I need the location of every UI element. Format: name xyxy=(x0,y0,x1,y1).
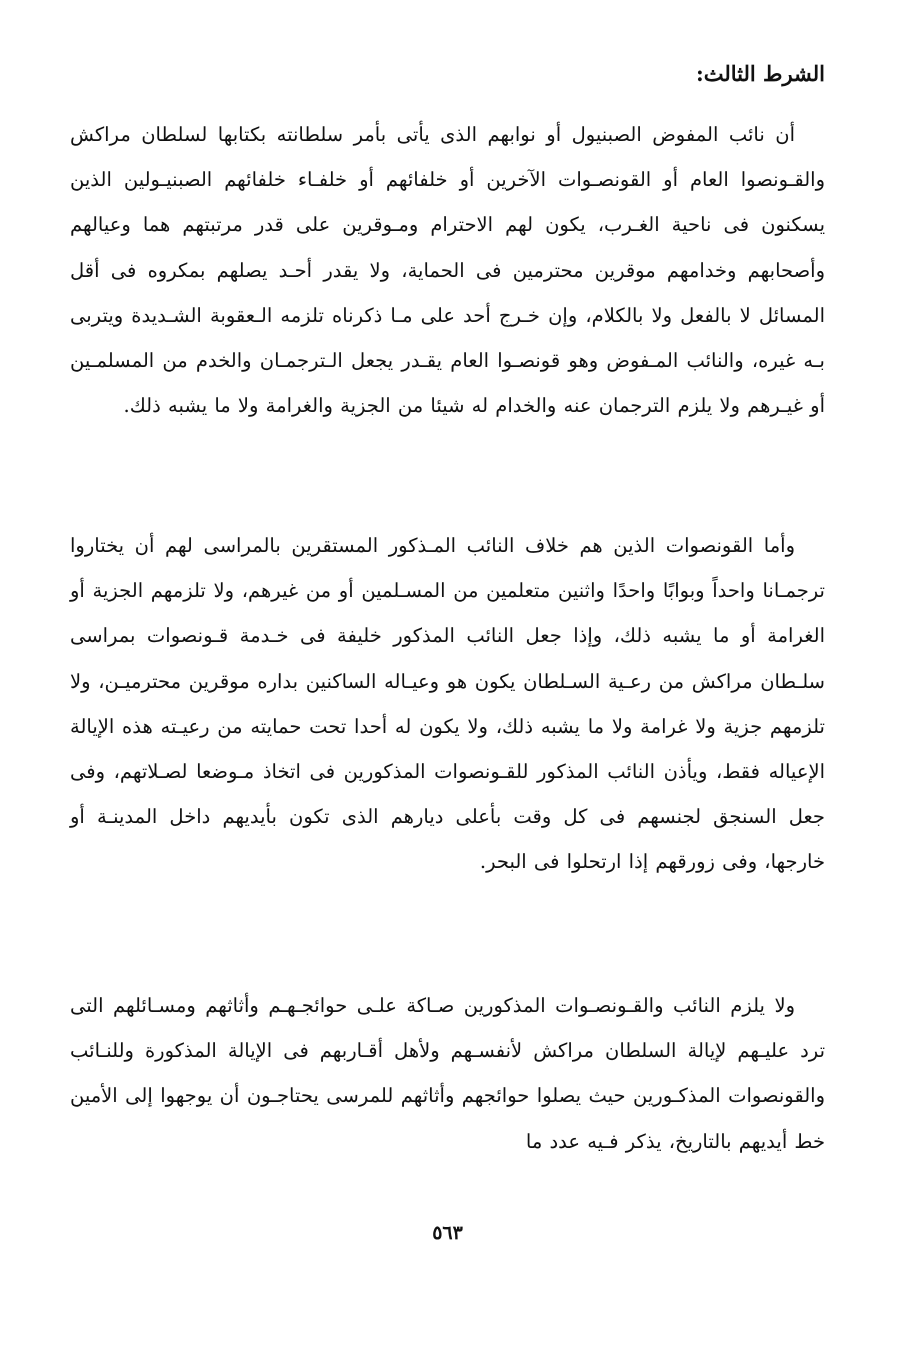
paragraph-3: ولا يلزم النائب والقـونصـوات المذكورين صـاكة علـى حوائجـهـم وأثاثهم ومسـائلهم التى ترد عليـهم لإيالة السلطان مراكش لأنفسـهم ولأهل أقـاربهم فى الإيالة المذكورة وللنـائب والقونصوات المذكـورين حيث يصلوا حوائجهم وأثاثهم للمرسى يحتاجـون أن يوجهوا إلى الأمين خط أيديهم بالتاريخ، يذكر فـيه عدد ما xyxy=(70,994,825,1153)
paragraph-2: وأما القونصوات الذين هم خلاف النائب المـذكور المستقرين بالمراسى لهم أن يختاروا ترجمـانا واحداً وبوابًا واحدًا واثنين متعلمين من المسـلمين أو من غيرهم، ولا تلزمهم الجزية أو الغرامة أو ما يشبه ذلك، وإذا جعل النائب المذكور خليفة فى خـدمة قـونصوات بمراسى سلـطان مراكش من رعـية السـلطان يكون هو وعيـاله الساكنين بداره موقرين محترميـن، ولا تلزمهم جزية ولا غرامة ولا ما يشبه ذلك، ولا يكون له أحدا تحت حمايته من رعيـته هذه الإيالة الإعياله فقط، ويأذن النائب المذكور للقـونصوات المذكورين فى اتخاذ مـوضعا لصـلاتهم، وفى جعل السنجق لجنسهم فى كل وقت بأعلى ديارهم الذى تكون بأيديهم داخل المدينـة أو خارجها، وفى زورقهم إذا ارتحلوا فى البحر. xyxy=(70,534,825,874)
section-heading: الشرط الثالث: xyxy=(695,61,825,86)
document-page xyxy=(70,0,825,1352)
page-number: ٥٦٣ xyxy=(432,1222,463,1244)
paragraph-1: أن نائب المفوض الصبنيول أو نوابهم الذى يأتى بأمر سلطانته بكتابها لسلطان مراكش والقـونصوا العام أو القونصـوات الآخرين أو خلفائهم أو خلفـاء خلفائهم الصبنيـولين الذين يسكنون فى ناحية الغـرب، يكون لهم الاحترام ومـوقرين على قدر مرتبتهم هما وعيالهم وأصحابهم وخدامهم موقرين محترمين فى الحماية، ولا يقدر أحـد يصلهم بمكروه فى أقل المسائل لا بالفعل ولا بالكلام، وإن خـرج أحد على مـا ذكرناه تلزمه الـعقوبة الشـديدة ويتربى بـه غيره، والنائب المـفوض وهو قونصـوا العام يقـدر يجعل الـترجمـان والخدم من المسلمـين أو غيـرهم ولا يلزم الترجمان عنه والخدام له شيئا من الجزية والغرامة ولا ما يشبه ذلك. xyxy=(70,123,825,418)
